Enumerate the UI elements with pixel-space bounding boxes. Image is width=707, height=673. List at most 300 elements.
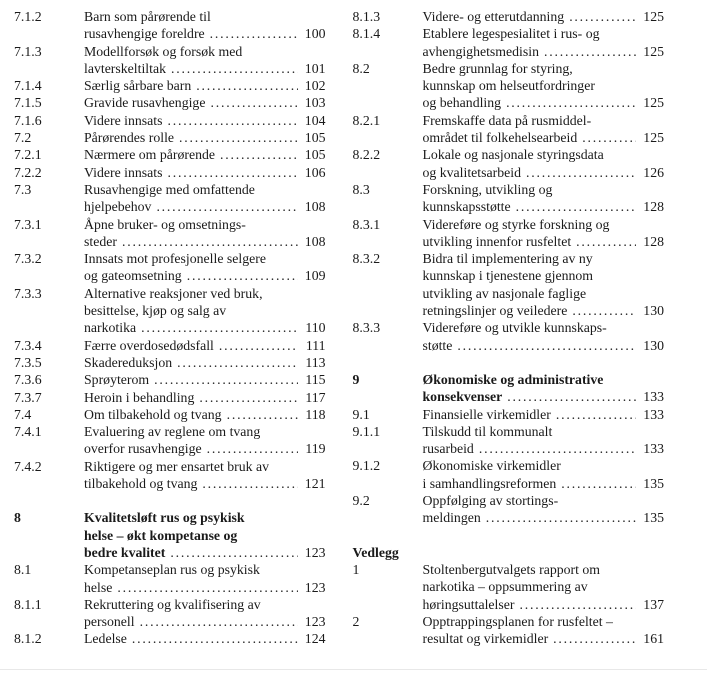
toc-title-last-line	[84, 94, 326, 111]
toc-leader-dots	[486, 509, 636, 526]
toc-entry-title	[423, 112, 665, 147]
toc-leader-dots	[210, 94, 297, 111]
toc-title-text: høringsuttalelser	[422, 596, 515, 612]
toc-title-line: Kvalitetsløft rus og psykisk	[84, 510, 245, 526]
toc-title-last-line	[423, 233, 665, 250]
toc-entry-page: 125	[643, 9, 664, 24]
toc-title-text: kunnskapsstøtte	[422, 199, 511, 215]
toc-title-text: helse	[84, 579, 113, 595]
toc-leader-dots	[572, 302, 636, 319]
toc-title-last-line	[423, 164, 665, 181]
toc-title-text: Videre innsats	[84, 112, 163, 128]
toc-entry-page: 126	[643, 164, 664, 180]
toc-entry	[14, 423, 326, 458]
toc-entry-page: 105	[304, 130, 326, 146]
toc-entry-title	[84, 146, 326, 163]
toc-title-last-line	[423, 406, 665, 423]
toc-title-text: lavterskeltiltak	[84, 60, 166, 76]
toc-entry-number: 9.1.1	[352, 423, 381, 439]
toc-title-text: og behandling	[422, 95, 502, 111]
toc-entry-title	[84, 354, 326, 371]
toc-entry	[353, 216, 665, 251]
toc-entry-title	[84, 164, 326, 181]
toc-entry-title	[84, 181, 326, 216]
toc-entry-title	[84, 129, 326, 146]
toc-title-text: Skadereduksjon	[84, 354, 173, 370]
toc-entry-page: 135	[643, 475, 664, 491]
toc-entry-number: Vedlegg	[352, 544, 399, 560]
toc-entry-number: 8.3.3	[352, 320, 381, 336]
toc-title-text: bedre kvalitet	[84, 544, 166, 560]
toc-entry-page: 113	[305, 354, 326, 370]
toc-title-last-line	[84, 613, 326, 630]
toc-leader-dots	[207, 440, 298, 457]
toc-leader-dots	[156, 198, 297, 215]
toc-entry-page: 123	[304, 544, 326, 560]
toc-entry-page: 121	[304, 476, 326, 492]
toc-entry-page: 161	[643, 631, 664, 647]
toc-entry-title	[423, 319, 665, 354]
toc-entry	[14, 8, 326, 43]
toc-title-text: konsekvenser	[422, 389, 503, 405]
toc-entry-number: 7.3.6	[14, 372, 42, 388]
toc-entry	[14, 337, 326, 354]
toc-entry-page: 133	[643, 406, 664, 422]
toc-title-last-line	[84, 389, 326, 406]
toc-leader-dots	[140, 613, 298, 630]
toc-title-text: narkotika	[84, 320, 137, 336]
toc-entry	[14, 406, 326, 423]
toc-title-last-line	[423, 596, 665, 613]
toc-entry-title	[84, 509, 326, 561]
toc-title-last-line	[423, 94, 665, 111]
toc-entry-page: 125	[643, 130, 664, 146]
toc-leader-dots	[170, 544, 297, 561]
toc-entry-number: 7.3.1	[14, 216, 42, 232]
toc-entry	[14, 250, 326, 285]
toc-entry-title	[84, 337, 326, 354]
toc-entry-number: 8.2.2	[352, 147, 381, 163]
toc-entry	[353, 25, 665, 60]
toc-entry-title	[84, 43, 326, 78]
toc-entry-number: 8.1.1	[14, 596, 42, 612]
toc-title-line: besittelse, kjøp og salg av	[84, 303, 227, 319]
toc-entry-title	[84, 596, 326, 631]
toc-title-line: Bidra til implementering av ny	[422, 251, 593, 267]
toc-entry-title	[84, 8, 326, 43]
toc-entry-number: 8.1.4	[352, 26, 381, 42]
toc-entry	[14, 596, 326, 631]
toc-leader-dots	[457, 337, 636, 354]
toc-title-last-line	[84, 440, 326, 457]
toc-entry-number: 7.2	[14, 130, 32, 146]
toc-entry-number: 8.2.1	[352, 112, 381, 128]
toc-entry	[14, 216, 326, 251]
toc-entry	[353, 613, 665, 648]
toc-entry-page: 101	[304, 60, 326, 76]
toc-leader-dots	[154, 371, 297, 388]
toc-title-last-line	[84, 267, 326, 284]
toc-title-last-line	[84, 129, 326, 146]
toc-title-text: Om tilbakehold og tvang	[84, 406, 222, 422]
toc-title-text: og kvalitetsarbeid	[422, 164, 521, 180]
toc-title-last-line	[423, 440, 665, 457]
toc-title-line: narkotika – oppsummering av	[422, 579, 588, 595]
toc-entry-page: 130	[643, 303, 664, 319]
toc-title-line: Videreføre og styrke forskning og	[422, 216, 610, 232]
toc-entry-page: 109	[304, 268, 326, 284]
toc-title-line: Forskning, utvikling og	[422, 181, 553, 197]
toc-entry-number: 7.3	[14, 181, 32, 197]
toc-entry	[14, 129, 326, 146]
toc-entry-title	[423, 492, 665, 527]
toc-entry	[14, 94, 326, 111]
toc-entry	[14, 389, 326, 406]
toc-leader-dots	[177, 354, 297, 371]
toc-entry	[353, 492, 665, 527]
toc-title-line: Rusavhengige med omfattende	[84, 181, 255, 197]
toc-entry	[14, 285, 326, 337]
toc-column-left	[14, 8, 326, 648]
toc-title-text: og gateomsetning	[84, 268, 182, 284]
toc-entry	[14, 458, 326, 493]
toc-column-right	[353, 8, 665, 648]
toc-entry-page: 102	[304, 78, 326, 94]
toc-title-last-line	[423, 509, 665, 526]
toc-entry-number: 8.3.1	[352, 216, 381, 232]
toc-entry-number: 8.1.3	[352, 9, 381, 24]
toc-title-text: retningslinjer og veiledere	[422, 303, 568, 319]
toc-leader-dots	[167, 112, 297, 129]
toc-entry-title	[423, 216, 665, 251]
toc-entry-page: 108	[304, 199, 326, 215]
toc-entry-page: 105	[304, 147, 326, 163]
toc-entry-title	[84, 250, 326, 285]
toc-title-last-line	[84, 233, 326, 250]
toc-title-line: Videreføre og utvikle kunnskaps-	[422, 320, 607, 336]
toc-entry-title	[423, 25, 665, 60]
toc-title-last-line	[423, 302, 665, 319]
toc-title-last-line	[84, 112, 326, 129]
toc-entry	[14, 509, 326, 561]
toc-entry-number: 9.1	[352, 406, 370, 422]
toc-entry-page: 123	[304, 614, 326, 630]
toc-entry-title	[84, 216, 326, 251]
toc-leader-dots	[556, 406, 636, 423]
toc-entry	[353, 250, 665, 319]
toc-entry-title	[84, 389, 326, 406]
toc-entry	[353, 561, 665, 613]
toc-entry	[14, 354, 326, 371]
toc-title-last-line	[84, 475, 326, 492]
toc-title-text: Færre overdosedødsfall	[84, 337, 214, 353]
toc-title-line: Bedre grunnlag for styring,	[422, 60, 573, 76]
toc-entry	[14, 371, 326, 388]
toc-title-last-line	[84, 406, 326, 423]
toc-entry-title	[84, 406, 326, 423]
toc-entry-number: 8	[14, 510, 21, 526]
toc-entry-number: 7.1.2	[14, 9, 42, 24]
toc-title-last-line	[84, 371, 326, 388]
toc-title-line: Evaluering av reglene om tvang	[84, 424, 261, 440]
toc-entry-title	[84, 423, 326, 458]
toc-entry-title	[84, 285, 326, 337]
toc-entry	[353, 8, 665, 25]
toc-title-line: Barn som pårørende til	[84, 9, 211, 24]
toc-title-text: Nærmere om pårørende	[84, 147, 216, 163]
toc-entry-number: 1	[352, 561, 360, 577]
toc-entry-page: 130	[643, 337, 664, 353]
toc-title-text: hjelpebehov	[84, 199, 152, 215]
toc-leader-dots	[569, 8, 636, 25]
toc-leader-dots	[227, 406, 298, 423]
toc-title-text: resultat og virkemidler	[422, 631, 549, 647]
toc-entry-page: 118	[305, 406, 326, 422]
toc-entry	[353, 60, 665, 112]
toc-leader-dots	[506, 94, 636, 111]
toc-entry-page: 128	[643, 233, 664, 249]
toc-leader-dots	[576, 233, 636, 250]
toc-title-line: Riktigere og mer ensartet bruk av	[84, 458, 270, 474]
toc-entry	[353, 146, 665, 181]
toc-entry-page: 117	[305, 389, 326, 405]
toc-title-text: Ledelse	[84, 631, 127, 647]
toc-title-line: Rekruttering og kvalifisering av	[84, 596, 261, 612]
toc-title-last-line	[423, 43, 665, 60]
toc-title-last-line	[84, 544, 326, 561]
toc-title-text: avhengighetsmedisin	[422, 43, 539, 59]
toc-leader-dots	[117, 579, 297, 596]
toc-entry-number: 7.4.2	[14, 458, 42, 474]
toc-entry	[353, 406, 665, 423]
toc-title-text: i samhandlingsreformen	[422, 475, 557, 491]
toc-entry-title	[423, 613, 665, 648]
toc-title-text: Videre innsats	[84, 164, 163, 180]
toc-title-line: kunnskap i tjenestene gjennom	[422, 268, 594, 284]
toc-leader-dots	[526, 164, 636, 181]
toc-entry	[14, 561, 326, 596]
toc-entry	[14, 43, 326, 78]
toc-entry-number: 8.2	[352, 60, 370, 76]
toc-entry-title	[423, 406, 665, 423]
toc-title-line: Tilskudd til kommunalt	[422, 423, 553, 439]
toc-title-last-line	[84, 60, 326, 77]
toc-entry-title	[84, 630, 326, 647]
toc-leader-dots	[202, 475, 297, 492]
toc-title-text: rusavhengige foreldre	[84, 26, 205, 42]
toc-title-line: Lokale og nasjonale styringsdata	[422, 147, 604, 163]
toc-leader-dots	[516, 198, 636, 215]
toc-entry-page: 119	[305, 441, 326, 457]
toc-leader-dots	[171, 60, 298, 77]
toc-title-line: Innsats mot profesjonelle selgere	[84, 251, 266, 267]
toc-title-last-line	[423, 8, 665, 25]
toc-entry-number: 8.1	[14, 562, 32, 578]
toc-entry-title	[423, 423, 665, 458]
toc-title-last-line	[84, 164, 326, 181]
toc-entry-title	[423, 181, 665, 216]
toc-leader-dots	[167, 164, 297, 181]
toc-entry-title	[84, 77, 326, 94]
toc-entry-page: 125	[643, 95, 664, 111]
toc-entry-number: 8.3.2	[352, 251, 381, 267]
toc-entry-page: 103	[304, 95, 326, 111]
toc-title-last-line	[84, 354, 326, 371]
toc-title-last-line	[423, 198, 665, 215]
toc-title-line: Modellforsøk og forsøk med	[84, 43, 243, 59]
toc-title-text: Gravide rusavhengige	[84, 95, 206, 111]
toc-entry	[14, 630, 326, 647]
toc-title-line: Økonomiske virkemidler	[422, 458, 561, 474]
toc-entry-number: 7.2.1	[14, 147, 42, 163]
toc-entry	[14, 112, 326, 129]
toc-title-last-line	[84, 319, 326, 336]
toc-entry-number: 9.2	[352, 493, 370, 509]
toc-leader-dots	[219, 337, 298, 354]
toc-title-last-line	[84, 25, 326, 42]
toc-title-text: Pårørendes rolle	[84, 130, 175, 146]
toc-entry-page: 100	[304, 26, 326, 42]
toc-entry	[14, 164, 326, 181]
toc-title-text: Videre- og etterutdanning	[422, 9, 565, 24]
toc-leader-dots	[187, 267, 298, 284]
toc-entry-title	[84, 371, 326, 388]
toc-title-text: utvikling innenfor rusfeltet	[422, 233, 572, 249]
toc-leader-dots	[544, 43, 636, 60]
toc-entry-page: 135	[643, 510, 664, 526]
toc-entry-page: 125	[643, 43, 664, 59]
toc-title-line: Kompetanseplan rus og psykisk	[84, 562, 260, 578]
toc-leader-dots	[519, 596, 636, 613]
toc-entry	[14, 77, 326, 94]
toc-title-text: personell	[84, 614, 135, 630]
toc-title-last-line	[423, 630, 665, 647]
toc-leader-dots	[210, 25, 298, 42]
toc-entry-page: 108	[304, 233, 326, 249]
toc-title-line: Åpne bruker- og omsetnings-	[84, 216, 246, 232]
toc-title-last-line	[84, 198, 326, 215]
toc-title-text: tilbakehold og tvang	[84, 476, 198, 492]
toc-title-line: Stoltenbergutvalgets rapport om	[422, 561, 601, 577]
toc-entry	[353, 112, 665, 147]
toc-entry-number: 8.1.2	[14, 631, 42, 647]
toc-leader-dots	[479, 440, 636, 457]
toc-entry-title	[84, 112, 326, 129]
toc-entry-number: 9.1.2	[352, 458, 381, 474]
toc-title-last-line	[423, 388, 665, 405]
toc-leader-dots	[196, 77, 297, 94]
toc-title-line: Alternative reaksjoner ved bruk,	[84, 285, 263, 301]
toc-title-last-line	[84, 630, 326, 647]
toc-title-text: Sprøyterom	[84, 372, 150, 388]
toc-title-text: området til folkehelsearbeid	[422, 130, 578, 146]
toc-leader-dots	[553, 630, 636, 647]
toc-entry-page: 133	[643, 441, 664, 457]
toc-entry-number: 7.3.7	[14, 389, 42, 405]
toc-entry-title	[423, 146, 665, 181]
toc-entry-number: 7.1.5	[14, 95, 42, 111]
toc-entry-number: 7.1.6	[14, 112, 42, 128]
toc-title-last-line	[423, 129, 665, 146]
toc-entry-title	[423, 250, 665, 319]
toc-entry-title	[423, 8, 665, 25]
toc-title-last-line	[84, 337, 326, 354]
toc-entry-number: 7.4.1	[14, 424, 42, 440]
toc-entry	[14, 181, 326, 216]
toc-leader-dots	[582, 129, 636, 146]
toc-title-text: Heroin i behandling	[84, 389, 195, 405]
toc-leader-dots	[561, 475, 636, 492]
toc-entry	[353, 181, 665, 216]
toc-title-line: Oppfølging av stortings-	[422, 493, 559, 509]
toc-entry-page: 110	[305, 320, 326, 336]
toc-title-last-line	[84, 77, 326, 94]
toc-entry-number: 9	[352, 371, 360, 387]
toc-leader-dots	[179, 129, 297, 146]
toc-entry-number: 7.1.4	[14, 78, 42, 94]
toc-title-last-line	[423, 475, 665, 492]
toc-entry-title	[84, 94, 326, 111]
toc-title-text: Særlig sårbare barn	[84, 78, 192, 94]
toc-entry-number: 7.3.4	[14, 337, 42, 353]
toc-entry-page: 111	[305, 337, 326, 353]
toc-entry-number: 7.3.5	[14, 354, 42, 370]
toc-entry-number: 7.2.2	[14, 164, 42, 180]
toc-entry	[353, 457, 665, 492]
toc-entry	[353, 423, 665, 458]
toc-leader-dots	[132, 630, 298, 647]
toc-entry-page: 123	[304, 579, 326, 595]
bottom-divider	[0, 669, 707, 670]
toc-entry-title	[423, 371, 665, 406]
toc-section-heading	[353, 544, 665, 561]
toc-entry-title	[84, 458, 326, 493]
toc-title-line: Økonomiske og administrative	[422, 371, 604, 387]
toc-entry-title	[423, 457, 665, 492]
toc-leader-dots	[220, 146, 297, 163]
toc-title-text: støtte	[422, 337, 453, 353]
toc-entry	[353, 371, 665, 406]
toc-entry-page: 106	[304, 164, 326, 180]
toc-entry-number: 7.3.3	[14, 285, 42, 301]
toc-title-line: helse – økt kompetanse og	[84, 527, 238, 543]
toc-entry-number: 7.3.2	[14, 251, 42, 267]
toc-entry-number: 7.4	[14, 406, 32, 422]
toc-title-text: steder	[84, 233, 117, 249]
toc-leader-dots	[199, 389, 297, 406]
toc-entry-page: 128	[643, 199, 664, 215]
toc-title-text: Finansielle virkemidler	[422, 406, 551, 422]
toc-title-last-line	[84, 579, 326, 596]
toc-title-line: Opptrappingsplanen for rusfeltet –	[422, 613, 613, 629]
toc-entry-page: 137	[643, 596, 664, 612]
toc-entry-page: 115	[305, 372, 326, 388]
toc-entry-page: 124	[304, 631, 326, 647]
toc-title-line: utvikling av nasjonale faglige	[422, 285, 587, 301]
toc-entry-page: 133	[643, 389, 664, 405]
toc-entry-number: 2	[352, 613, 360, 629]
toc-leader-dots	[507, 388, 636, 405]
toc-title-line: Etablere legespesialitet i rus- og	[422, 26, 600, 42]
toc-entry-number: 7.1.3	[14, 43, 42, 59]
toc-leader-dots	[122, 233, 298, 250]
toc-title-last-line	[423, 337, 665, 354]
toc-entry-page: 104	[304, 112, 326, 128]
toc-title-text: rusarbeid	[422, 441, 474, 457]
toc-entry-title	[84, 561, 326, 596]
toc-title-text: overfor rusavhengige	[84, 441, 202, 457]
toc-leader-dots	[141, 319, 297, 336]
